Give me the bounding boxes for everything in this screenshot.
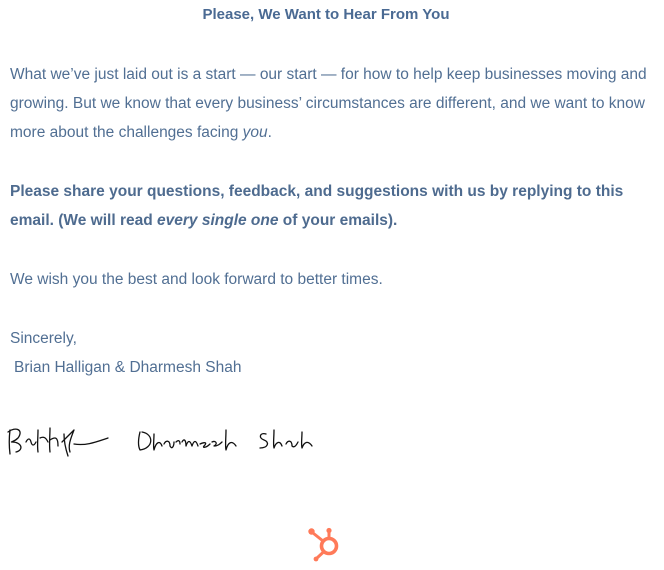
signature-brian-halligan	[8, 428, 108, 456]
request-paragraph	[10, 177, 650, 235]
intro-text-after: .	[267, 124, 272, 141]
intro-emphasis: you	[242, 124, 268, 141]
intro-text-before: What we’ve just laid out is a start — our start — for how to help keep businesses moving and growing. But we know that every business’ circumstances are different, and we want to know more about the challenges facing	[10, 66, 647, 141]
request-text-after: of your emails).	[278, 212, 398, 229]
request-emphasis: every single one	[157, 212, 279, 229]
email-heading: Please, We Want to Hear From You	[202, 6, 450, 23]
hubspot-sprocket-icon	[306, 524, 346, 564]
wish-paragraph: We wish you the best and look forward to better times.	[10, 271, 383, 288]
signature-dharmesh-shah	[139, 430, 313, 450]
request-text-before: Please share your questions, feedback, and suggestions with us by replying to this email. (We will read	[10, 183, 624, 229]
closing-line: Sincerely,	[10, 330, 77, 347]
intro-paragraph	[10, 60, 650, 147]
handwritten-signatures	[4, 412, 334, 468]
signers-line: Brian Halligan & Dharmesh Shah	[14, 359, 242, 376]
